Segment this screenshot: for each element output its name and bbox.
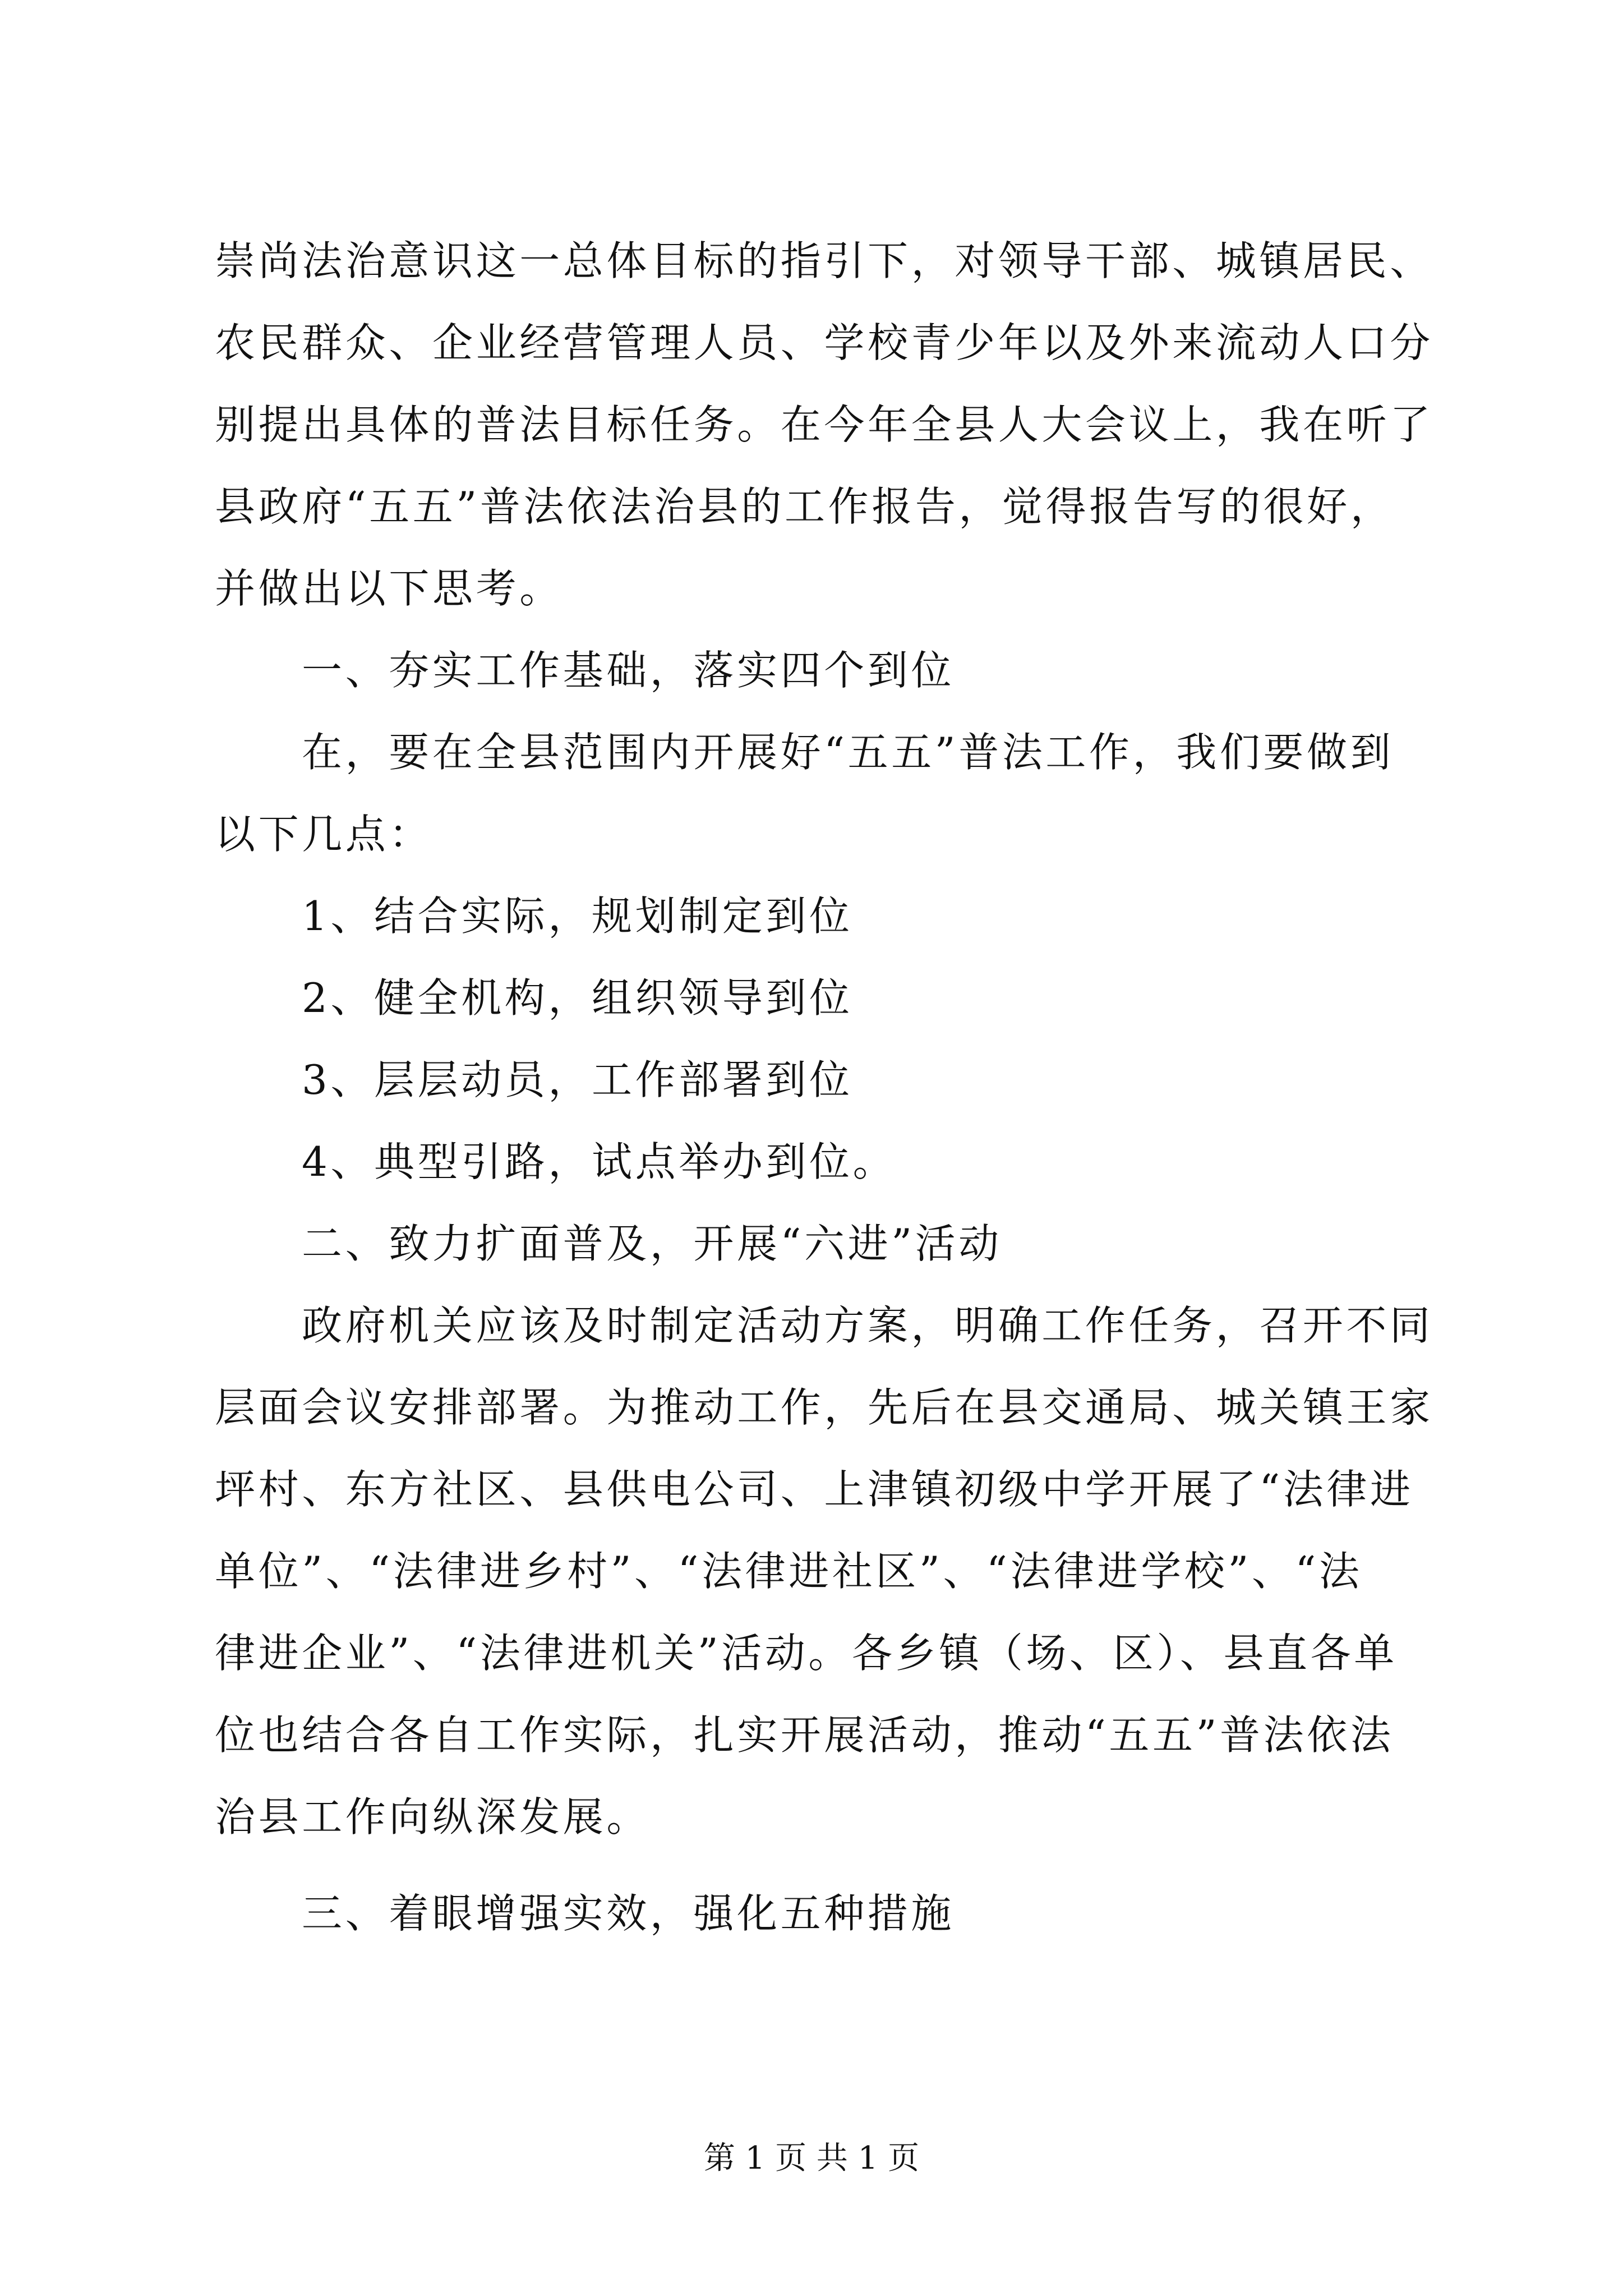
list-item-3: 3、层层动员，工作部署到位: [302, 1056, 853, 1103]
paragraph-line: 律进企业”、“法律进机关”活动。各乡镇（场、区）、县直各单: [215, 1630, 1398, 1677]
paragraph-line: 以下几点：: [215, 811, 433, 858]
paragraph-line: 并做出以下思考。: [215, 565, 563, 612]
paragraph-line: 层面会议安排部署。为推动工作，先后在县交通局、城关镇王家: [215, 1384, 1433, 1431]
section-heading-3: 三、着眼增强实效，强化五种措施: [302, 1890, 955, 1937]
page-number-footer: 第 1 页 共 1 页: [703, 2140, 920, 2177]
paragraph-line: 在，要在全县范围内开展好“五五”普法工作，我们要做到: [302, 729, 1394, 776]
paragraph-line: 坪村、东方社区、县供电公司、上津镇初级中学开展了“法律进: [215, 1466, 1414, 1513]
document-body: [215, 220, 1433, 1954]
paragraph-line: 治县工作向纵深发展。: [215, 1793, 651, 1841]
paragraph-line: 政府机关应该及时制定活动方案，明确工作任务，召开不同: [302, 1302, 1433, 1349]
paragraph-line: 位也结合各自工作实际，扎实开展活动，推动“五五”普法依法: [215, 1711, 1394, 1759]
paragraph-line: 单位”、“法律进乡村”、“法律进社区”、“法律进学校”、“法: [215, 1548, 1363, 1595]
list-item-2: 2、健全机构，组织领导到位: [302, 974, 853, 1022]
list-item-1: 1、结合实际，规划制定到位: [302, 892, 853, 940]
paragraph-line: 崇尚法治意识这一总体目标的指引下，对领导干部、城镇居民、: [215, 237, 1433, 284]
list-item-4: 4、典型引路，试点举办到位。: [302, 1138, 897, 1185]
section-heading-2: 二、致力扩面普及，开展“六进”活动: [302, 1220, 1002, 1267]
paragraph-line: 别提出具体的普法目标任务。在今年全县人大会议上，我在听了: [215, 401, 1433, 448]
paragraph-line: 农民群众、企业经营管理人员、学校青少年以及外来流动人口分: [215, 319, 1433, 366]
paragraph-line: 县政府“五五”普法依法治县的工作报告，觉得报告写的很好，: [215, 483, 1394, 530]
section-heading-1: 一、夯实工作基础，落实四个到位: [302, 647, 955, 694]
